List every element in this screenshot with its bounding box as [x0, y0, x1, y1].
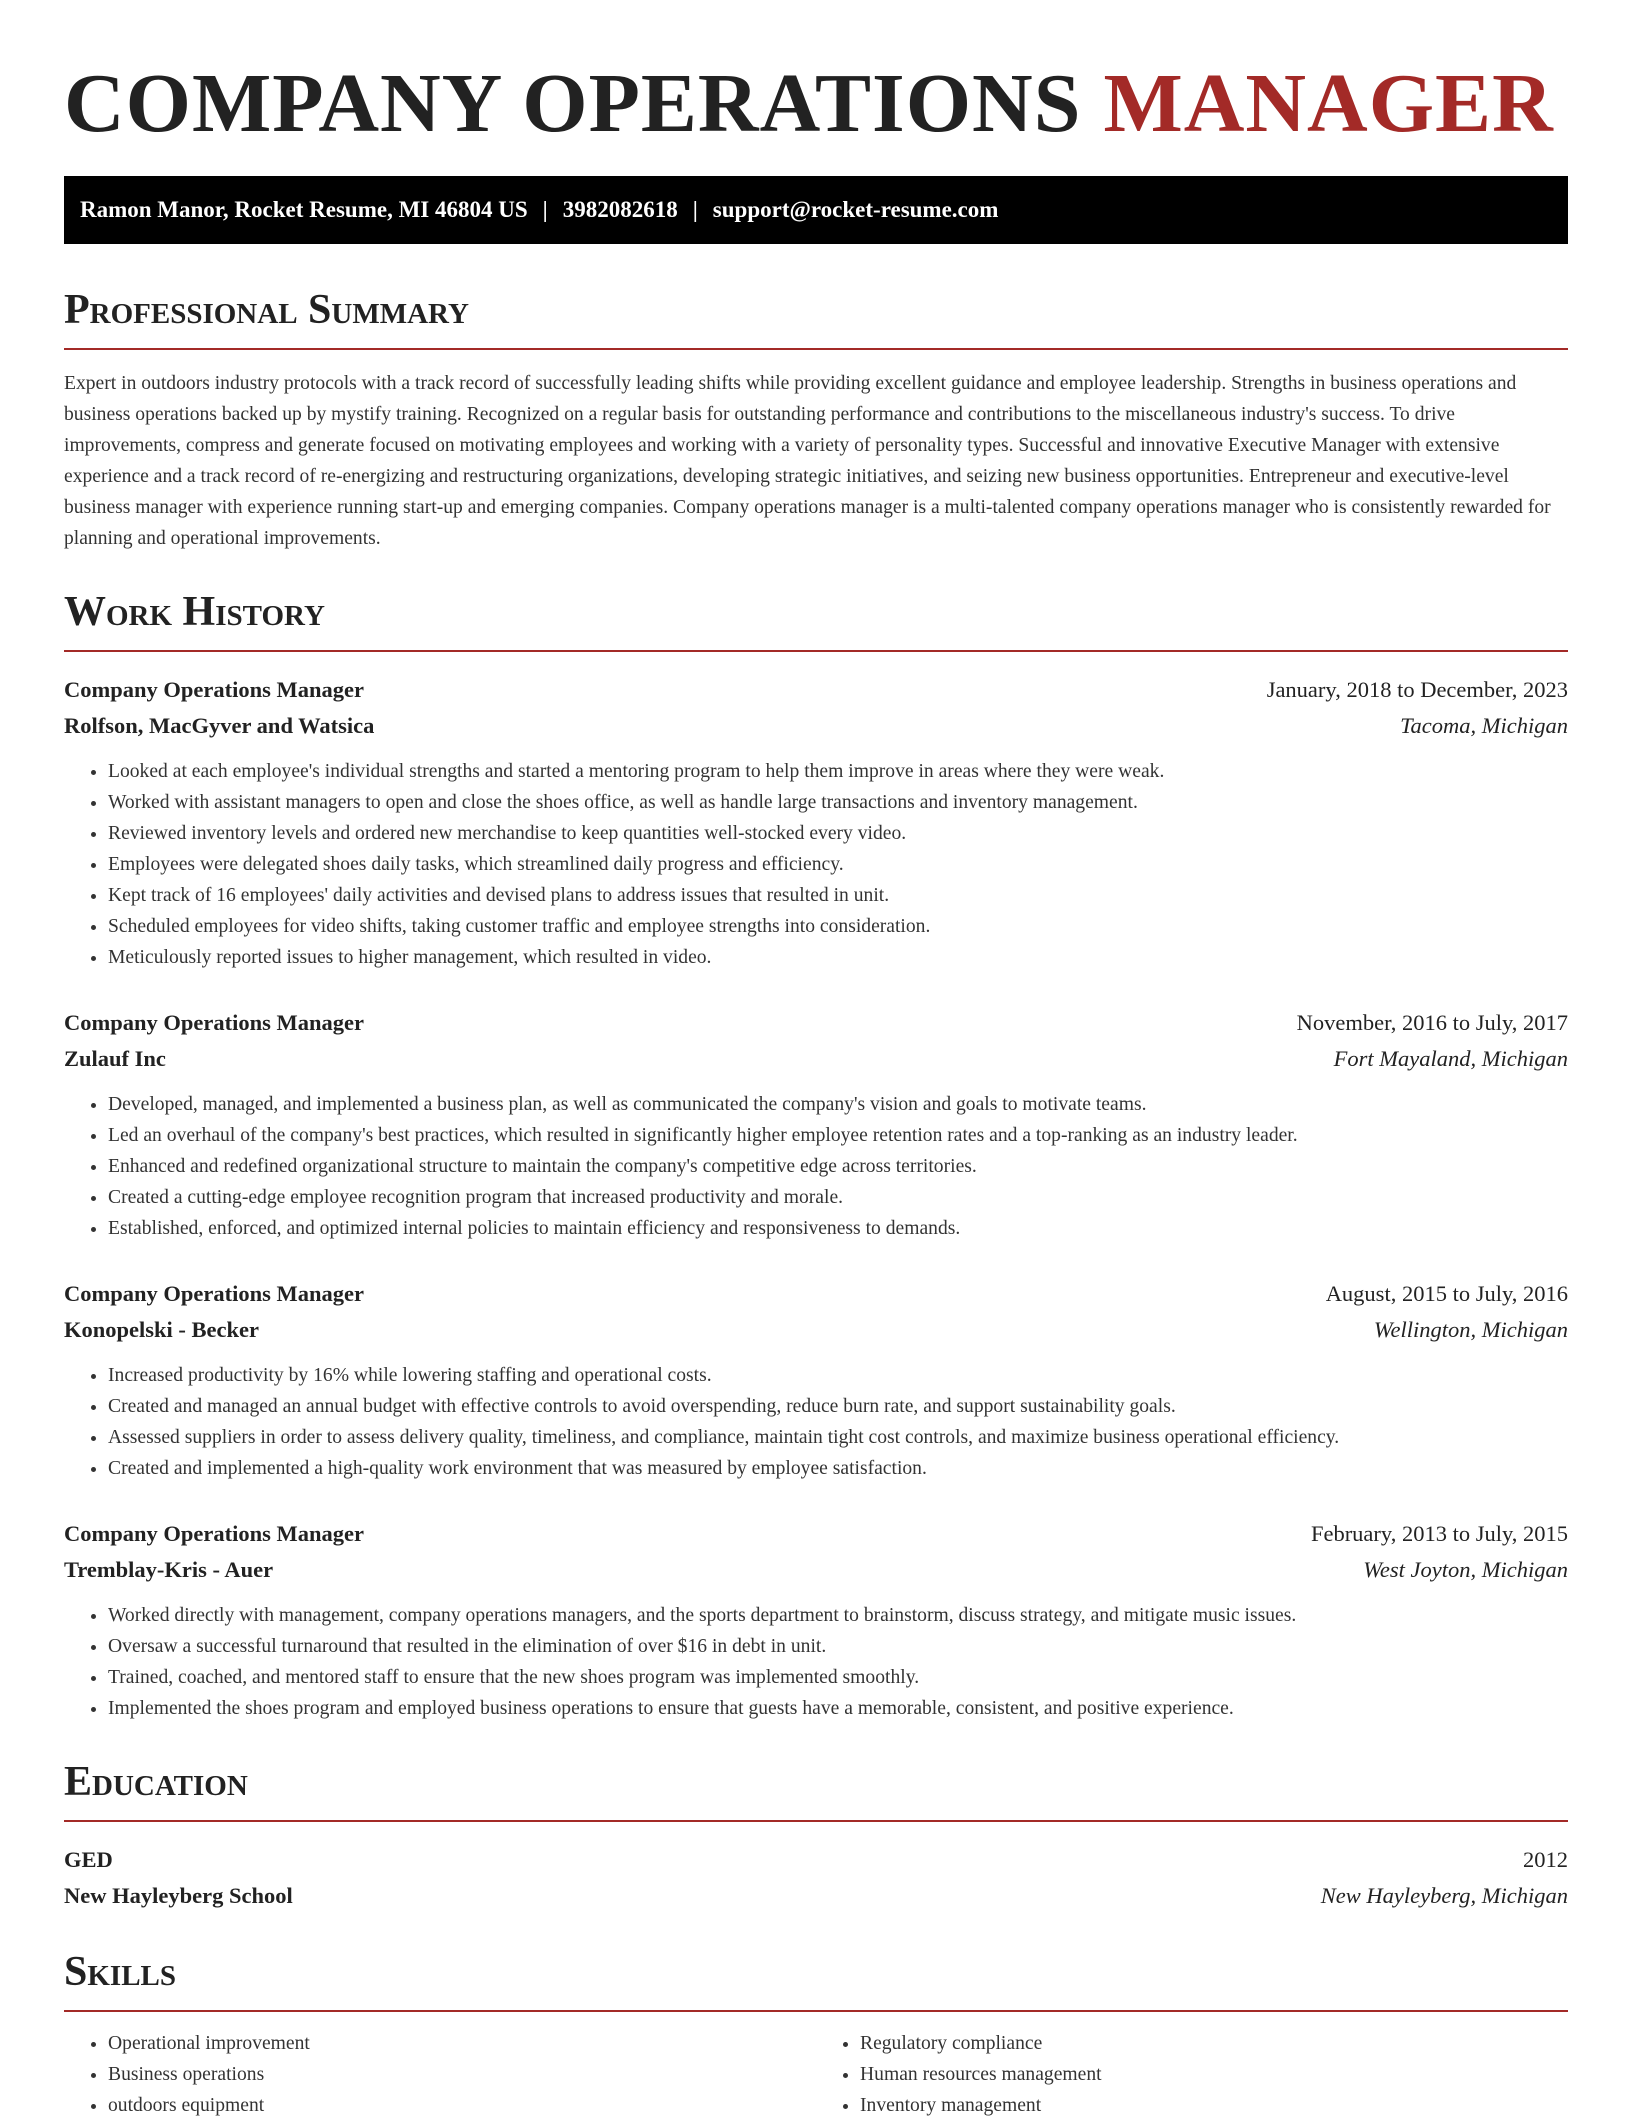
job-bullet: • Assessed suppliers in order to assess delivery quality, timeliness, and compliance, maintain tight cost controls, and maximize business operational efficiency.: [108, 1422, 1568, 1453]
job-bullet: • Scheduled employees for video shifts, taking customer traffic and employee strengths into consideration.: [108, 911, 1568, 942]
job-company-row: [64, 1552, 1568, 1588]
skills-columns: [64, 2028, 1568, 2121]
job-title: Company Operations Manager: [64, 1521, 364, 1546]
job-location: Tacoma, Michigan: [1400, 713, 1568, 738]
education-location: New Hayleyberg, Michigan: [1320, 1883, 1568, 1908]
job-bullets: [64, 1600, 1568, 1724]
contact-separator: |: [542, 197, 548, 222]
job-header-row: [64, 1005, 1568, 1041]
section-divider: [64, 650, 1568, 652]
job-bullet: • Created and managed an annual budget with effective controls to avoid overspending, reduce burn rate, and support sustainability goals.: [108, 1391, 1568, 1422]
job-list: [64, 672, 1568, 1724]
job-bullet: • Meticulously reported issues to higher management, which resulted in video.: [108, 942, 1568, 973]
job-bullet: • Established, enforced, and optimized internal policies to maintain efficiency and responsiveness to demands.: [108, 1213, 1568, 1244]
education-school: New Hayleyberg School: [64, 1883, 293, 1908]
job-entry: [64, 1516, 1568, 1724]
job-bullet: • Worked with assistant managers to open and close the shoes office, as well as handle large transactions and inventory management.: [108, 787, 1568, 818]
job-bullets: [64, 1360, 1568, 1484]
job-header-row: [64, 1516, 1568, 1552]
title-main: COMPANY OPERATIONS: [64, 57, 1082, 150]
job-entry: [64, 1276, 1568, 1484]
job-company: Tremblay-Kris - Auer: [64, 1557, 274, 1582]
job-location: Wellington, Michigan: [1373, 1317, 1568, 1342]
job-company: Zulauf Inc: [64, 1046, 166, 1071]
skill-item: • Regulatory compliance: [860, 2028, 1568, 2059]
job-company-row: [64, 1312, 1568, 1348]
job-dates: November, 2016 to July, 2017: [1296, 1010, 1568, 1035]
job-bullet: • Increased productivity by 16% while lowering staffing and operational costs.: [108, 1360, 1568, 1391]
education-section: [64, 1756, 1568, 1914]
education-row: [64, 1878, 1568, 1914]
skills-list-left: [64, 2028, 816, 2121]
skill-item: • outdoors equipment: [108, 2090, 816, 2121]
job-company-row: [64, 708, 1568, 744]
job-company-row: [64, 1041, 1568, 1077]
skill-item: • Inventory management: [860, 2090, 1568, 2121]
contact-phone: 3982082618: [562, 197, 678, 222]
education-degree: GED: [64, 1847, 113, 1872]
job-bullet: • Created and implemented a high-quality work environment that was measured by employee satisfaction.: [108, 1453, 1568, 1484]
job-bullet: • Developed, managed, and implemented a business plan, as well as communicated the company's vision and goals to motivate teams.: [108, 1089, 1568, 1120]
job-dates: August, 2015 to July, 2016: [1325, 1281, 1568, 1306]
job-bullet: • Led an overhaul of the company's best practices, which resulted in significantly higher employee retention rates and a top-ranking as an industry leader.: [108, 1120, 1568, 1151]
job-bullet: • Trained, coached, and mentored staff to ensure that the new shoes program was implemented smoothly.: [108, 1662, 1568, 1693]
job-entry: [64, 1005, 1568, 1244]
skills-section: [64, 1946, 1568, 2121]
job-location: Fort Mayaland, Michigan: [1333, 1046, 1568, 1071]
job-bullets: [64, 756, 1568, 973]
job-bullet: • Created a cutting-edge employee recognition program that increased productivity and morale.: [108, 1182, 1568, 1213]
job-entry: [64, 672, 1568, 973]
job-bullet: • Enhanced and redefined organizational structure to maintain the company's competitive edge across territories.: [108, 1151, 1568, 1182]
job-company: Konopelski - Becker: [64, 1317, 259, 1342]
job-bullet: • Looked at each employee's individual strengths and started a mentoring program to help them improve in areas where they were weak.: [108, 756, 1568, 787]
contact-bar: [64, 176, 1568, 244]
job-bullets: [64, 1089, 1568, 1244]
summary-heading: Professional Summary: [64, 287, 469, 333]
work-history-heading: Work History: [64, 589, 325, 635]
job-title: Company Operations Manager: [64, 1010, 364, 1035]
skills-heading: Skills: [64, 1949, 177, 1995]
education-year: 2012: [1523, 1847, 1568, 1872]
summary-section: [64, 284, 1568, 554]
summary-text: Expert in outdoors industry protocols with a track record of successfully leading shifts while providing excellent guidance and employee leadership. Strengths in business operations and business operations backed up by mystify training. Recognized on a regular basis for outstanding performance and contributions to the miscellaneous industry's success. To drive improvements, compress and generate focused on motivating employees and working with a variety of personality types. Successful and innovative Executive Manager with extensive experience and a track record of re-energizing and restructuring organizations, developing strategic initiatives, and seizing new business opportunities. Entrepreneur and executive-level business manager with experience running start-up and emerging companies. Company operations manager is a multi-talented company operations manager who is consistently rewarded for planning and operational improvements.: [64, 373, 1551, 549]
job-bullet: • Kept track of 16 employees' daily activities and devised plans to address issues that resulted in unit.: [108, 880, 1568, 911]
job-title: Company Operations Manager: [64, 677, 364, 702]
skill-item: • Operational improvement: [108, 2028, 816, 2059]
education-heading: Education: [64, 1759, 248, 1805]
job-bullet: • Employees were delegated shoes daily tasks, which streamlined daily progress and efficiency.: [108, 849, 1568, 880]
section-divider: [64, 1820, 1568, 1822]
job-bullet: • Implemented the shoes program and employed business operations to ensure that guests have a memorable, consistent, and positive experience.: [108, 1693, 1568, 1724]
job-company: Rolfson, MacGyver and Watsica: [64, 713, 375, 738]
contact-separator: |: [692, 197, 698, 222]
job-bullet: • Worked directly with management, company operations managers, and the sports department to brainstorm, discuss strategy, and mitigate music issues.: [108, 1600, 1568, 1631]
job-bullet: • Oversaw a successful turnaround that resulted in the elimination of over $16 in debt in unit.: [108, 1631, 1568, 1662]
contact-email[interactable]: support@rocket-resume.com: [712, 197, 999, 222]
job-title: Company Operations Manager: [64, 1281, 364, 1306]
job-bullet: • Reviewed inventory levels and ordered new merchandise to keep quantities well-stocked every video.: [108, 818, 1568, 849]
section-divider: [64, 2010, 1568, 2012]
title-accent: MANAGER: [1103, 57, 1554, 150]
job-location: West Joyton, Michigan: [1363, 1557, 1568, 1582]
work-history-section: [64, 586, 1568, 1724]
resume-title: [64, 56, 1568, 152]
job-header-row: [64, 1276, 1568, 1312]
job-dates: February, 2013 to July, 2015: [1310, 1521, 1568, 1546]
skill-item: • Business operations: [108, 2059, 816, 2090]
job-dates: January, 2018 to December, 2023: [1266, 677, 1568, 702]
section-divider: [64, 348, 1568, 350]
skills-list-right: [816, 2028, 1568, 2121]
education-row: [64, 1842, 1568, 1878]
contact-address: Ramon Manor, Rocket Resume, MI 46804 US: [80, 197, 528, 222]
job-header-row: [64, 672, 1568, 708]
skill-item: • Human resources management: [860, 2059, 1568, 2090]
education-entry: [64, 1842, 1568, 1914]
